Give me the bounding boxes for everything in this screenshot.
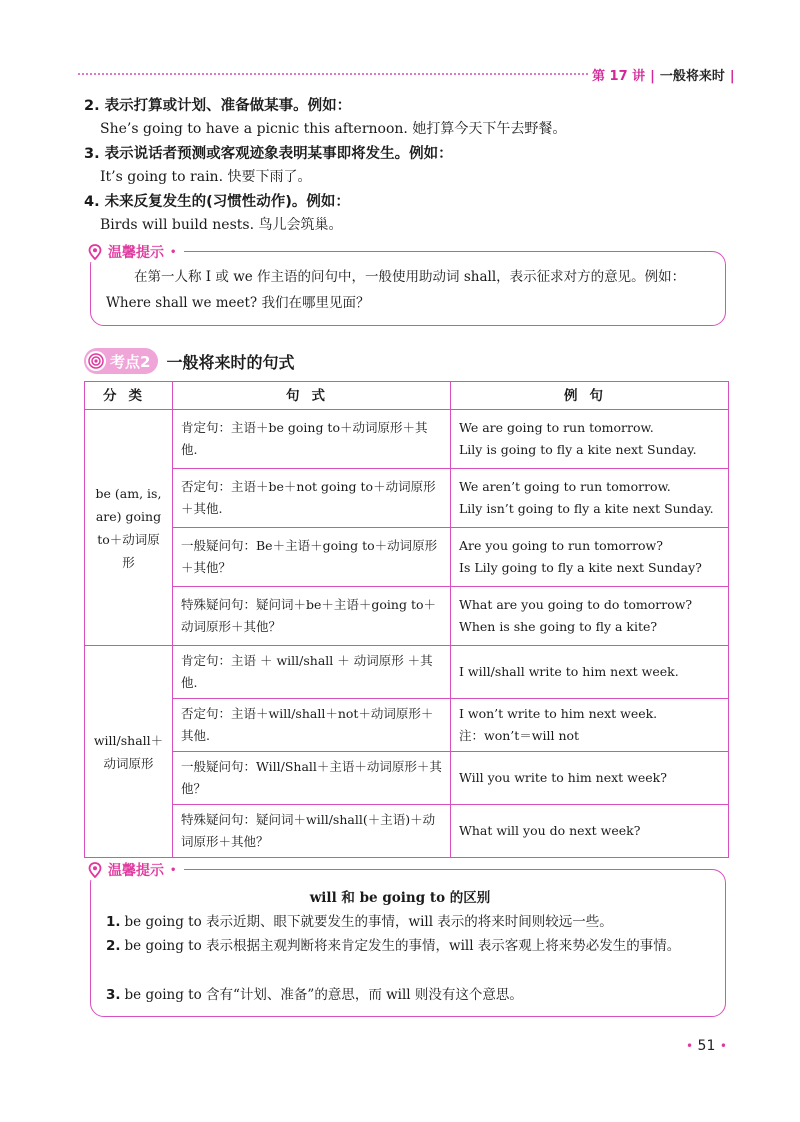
table-row [85,587,729,646]
example-cell: I will/shall write to him next week. [451,646,729,699]
example-cell: I won’t write to him next week. 注：won’t＝will not [451,699,729,752]
kaodian-badge: 考点2 [84,348,158,374]
page-number: • 51 • [686,1038,727,1054]
tip-label: 温馨提示 • [86,242,184,262]
example-cell: We aren’t going to run tomorrow. Lily isn’t going to fly a kite next Sunday. [451,469,729,528]
use-heading: 4. 未来反复发生的(习惯性动作)。例如： [84,194,350,210]
tip-item: 2. be going to 表示根据主观判断将来肯定发生的事情，will 表示客观上将来势必发生的事情。 [106,938,681,954]
tip-item: 3. be going to 含有“计划、准备”的意思，而 will 则没有这个意思。 [106,987,523,1003]
location-pin-icon [88,244,102,260]
category-cell: be (am, is, are) going to＋动词原形 [85,410,173,646]
pattern-cell: 一般疑问句：Will/Shall＋主语＋动词原形＋其他？ [173,752,451,805]
section-heading [84,348,294,374]
tip-title: will 和 be going to 的区别 [309,890,491,906]
table-row [85,528,729,587]
use-example: It’s going to rain. 快要下雨了。 [100,169,312,185]
column-header: 句式 [173,382,451,410]
table-row [85,410,729,469]
target-icon [86,351,106,371]
column-header: 分类 [85,382,173,410]
sentence-pattern-table [84,381,729,858]
pattern-cell: 否定句：主语＋be＋not going to＋动词原形＋其他. [173,469,451,528]
example-cell: What will you do next week? [451,805,729,858]
section-title: 一般将来时的句式 [166,352,295,372]
pattern-cell: 特殊疑问句：疑问词＋be＋主语＋going to＋动词原形＋其他？ [173,587,451,646]
example-cell: Will you write to him next week? [451,752,729,805]
header-divider [78,73,588,75]
example-cell: What are you going to do tomorrow? When is she going to fly a kite? [451,587,729,646]
tip-label: 温馨提示 • [86,860,184,880]
pattern-cell: 肯定句：主语 ＋ will/shall ＋ 动词原形 ＋其他. [173,646,451,699]
use-heading: 3. 表示说话者预测或客观迹象表明某事即将发生。例如： [84,146,453,162]
table-row [85,646,729,699]
tip-item: 1. be going to 表示近期、眼下就要发生的事情，will 表示的将来时间则较远一些。 [106,914,613,930]
category-cell: will/shall＋动词原形 [85,646,173,858]
lecture-number: 第 17 讲 [592,69,646,84]
column-header: 例句 [451,382,729,410]
running-header: 第 17 讲 | 一般将来时 | [592,69,735,84]
use-example: She’s going to have a picnic this afternoon. 她打算今天下午去野餐。 [100,121,567,137]
table-header-row [85,382,729,410]
tip-text: 在第一人称 I 或 we 作主语的问句中，一般使用助动词 shall，表示征求对方的意见。例如： Where shall we meet? 我们在哪里见面？ [106,269,686,311]
use-example: Birds will build nests. 鸟儿会筑巢。 [100,217,343,233]
pattern-cell: 肯定句：主语＋be going to＋动词原形＋其他. [173,410,451,469]
lecture-title: 一般将来时 [659,69,725,84]
table-row [85,752,729,805]
table-row [85,805,729,858]
example-cell: We are going to run tomorrow. Lily is going to fly a kite next Sunday. [451,410,729,469]
example-cell: Are you going to run tomorrow? Is Lily going to fly a kite next Sunday? [451,528,729,587]
pattern-cell: 特殊疑问句：疑问词＋will/shall(＋主语)＋动词原形＋其他？ [173,805,451,858]
table-row [85,469,729,528]
pattern-cell: 否定句：主语＋will/shall＋not＋动词原形＋其他. [173,699,451,752]
use-heading: 2. 表示打算或计划、准备做某事。例如： [84,98,352,114]
pattern-cell: 一般疑问句：Be＋主语＋going to＋动词原形＋其他？ [173,528,451,587]
table-row [85,699,729,752]
location-pin-icon [88,862,102,878]
